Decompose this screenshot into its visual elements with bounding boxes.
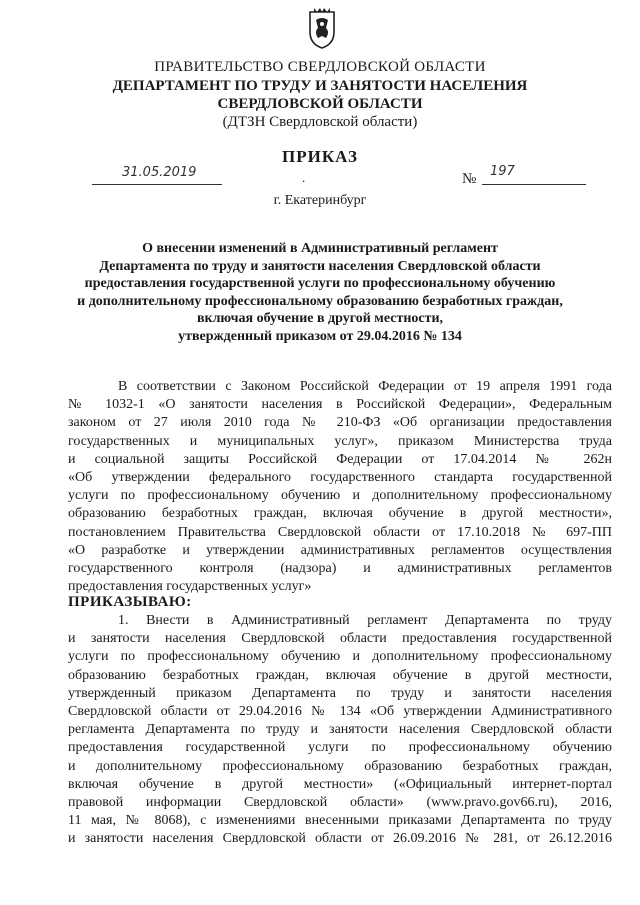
title-line: Департамента по труду и занятости населения Свердловской области: [99, 258, 541, 274]
order-date-handwritten: 31.05.2019: [122, 165, 197, 180]
department-name-line1: ДЕПАРТАМЕНТ ПО ТРУДУ И ЗАНЯТОСТИ НАСЕЛЕНИЯ: [112, 78, 528, 94]
item-1-paragraph: [68, 612, 612, 848]
item-1-line: предоставления государственной услуги по профессиональному обучению: [68, 740, 612, 756]
item-1-line: включая обучение в другой местности» («Официальный интернет-портал: [68, 776, 612, 792]
preamble-line: законом от 27 июля 2010 года № 210-ФЗ «Об организации предоставления: [68, 415, 612, 431]
department-abbreviation: (ДТЗН Свердловской области): [222, 114, 418, 130]
title-line: О внесении изменений в Административный регламент: [142, 241, 498, 256]
department-name-line2: СВЕРДЛОВСКОЙ ОБЛАСТИ: [217, 96, 423, 112]
title-line: и дополнительному профессиональному образованию безработных граждан,: [77, 293, 563, 309]
title-line: предоставления государственной услуги по профессиональному обучению: [84, 276, 556, 291]
item-1-line: утвержденный приказом Департамента по труду и занятости населения: [68, 685, 612, 701]
preamble-line: «Об утверждении федерального государственного стандарта государственной: [68, 469, 612, 485]
order-label: ПРИКАЗ: [282, 147, 358, 166]
item-1-line: услуги по профессиональному обучению и дополнительному профессиональному: [68, 649, 612, 665]
date-dot: .: [302, 170, 306, 185]
preamble-line: В соответствии с Законом Российской Федерации от 19 апреля 1991 года: [118, 379, 612, 394]
government-name: ПРАВИТЕЛЬСТВО СВЕРДЛОВСКОЙ ОБЛАСТИ: [154, 59, 486, 75]
item-1-line: 1. Внести в Административный регламент Департамента по труду: [118, 613, 612, 628]
order-number-handwritten: 197: [490, 164, 515, 179]
title-line: включая обучение в другой местности,: [196, 311, 444, 326]
item-1-line: регламента Департамента по труду и занятости населения Свердловской области: [68, 722, 612, 738]
item-1-line: и дополнительному профессиональному образованию безработных граждан,: [68, 758, 612, 774]
preamble-line: услуги по профессиональному обучению и дополнительному профессиональному: [68, 488, 612, 504]
order-date-field: [92, 165, 222, 185]
order-number-field: [482, 164, 586, 185]
preamble-line: образованию безработных граждан, включая обучение в другой местности»,: [68, 506, 612, 522]
city-name: г. Екатеринбург: [273, 193, 367, 208]
preamble-line: государственного контроля (надзора) и административных регламентов: [68, 560, 612, 576]
order-number-label: №: [462, 171, 477, 187]
item-1-line: и занятости населения Свердловской области предоставления государственной: [68, 631, 612, 647]
order-word: ПРИКАЗЫВАЮ:: [68, 594, 192, 610]
preamble-line: предоставления государственных услуг»: [68, 579, 312, 595]
coat-of-arms-icon: [304, 6, 340, 50]
item-1-line: и занятости населения Свердловской области от 26.09.2016 № 281, от 26.12.2016: [68, 831, 612, 847]
item-1-line: Свердловской области от 29.04.2016 № 134 «Об утверждении Административного: [68, 703, 612, 719]
preamble-line: и социальной защиты Российской Федерации от 17.04.2014 № 262н: [68, 451, 612, 467]
preamble-line: «О разработке и утверждении административных регламентов осуществления: [68, 542, 612, 558]
preamble-line: постановлением Правительства Свердловской области от 17.10.2018 № 697-ПП: [68, 524, 612, 540]
preamble-line: государственных и муниципальных услуг», приказом Министерства труда: [68, 433, 612, 449]
item-1-line: образованию безработных граждан, включая обучение в другой местности,: [68, 667, 612, 683]
preamble-paragraph: [68, 378, 612, 596]
title-line: утвержденный приказом от 29.04.2016 № 134: [178, 328, 462, 344]
preamble-line: № 1032-1 «О занятости населения в Российской Федерации», Федеральным: [68, 397, 612, 413]
order-title: [40, 240, 600, 345]
item-1-line: 11 мая, № 8068), с изменениями внесенными приказами Департамента по труду: [68, 813, 612, 829]
item-1-line: правовой информации Свердловской области» (www.pravo.gov66.ru), 2016,: [68, 794, 612, 810]
